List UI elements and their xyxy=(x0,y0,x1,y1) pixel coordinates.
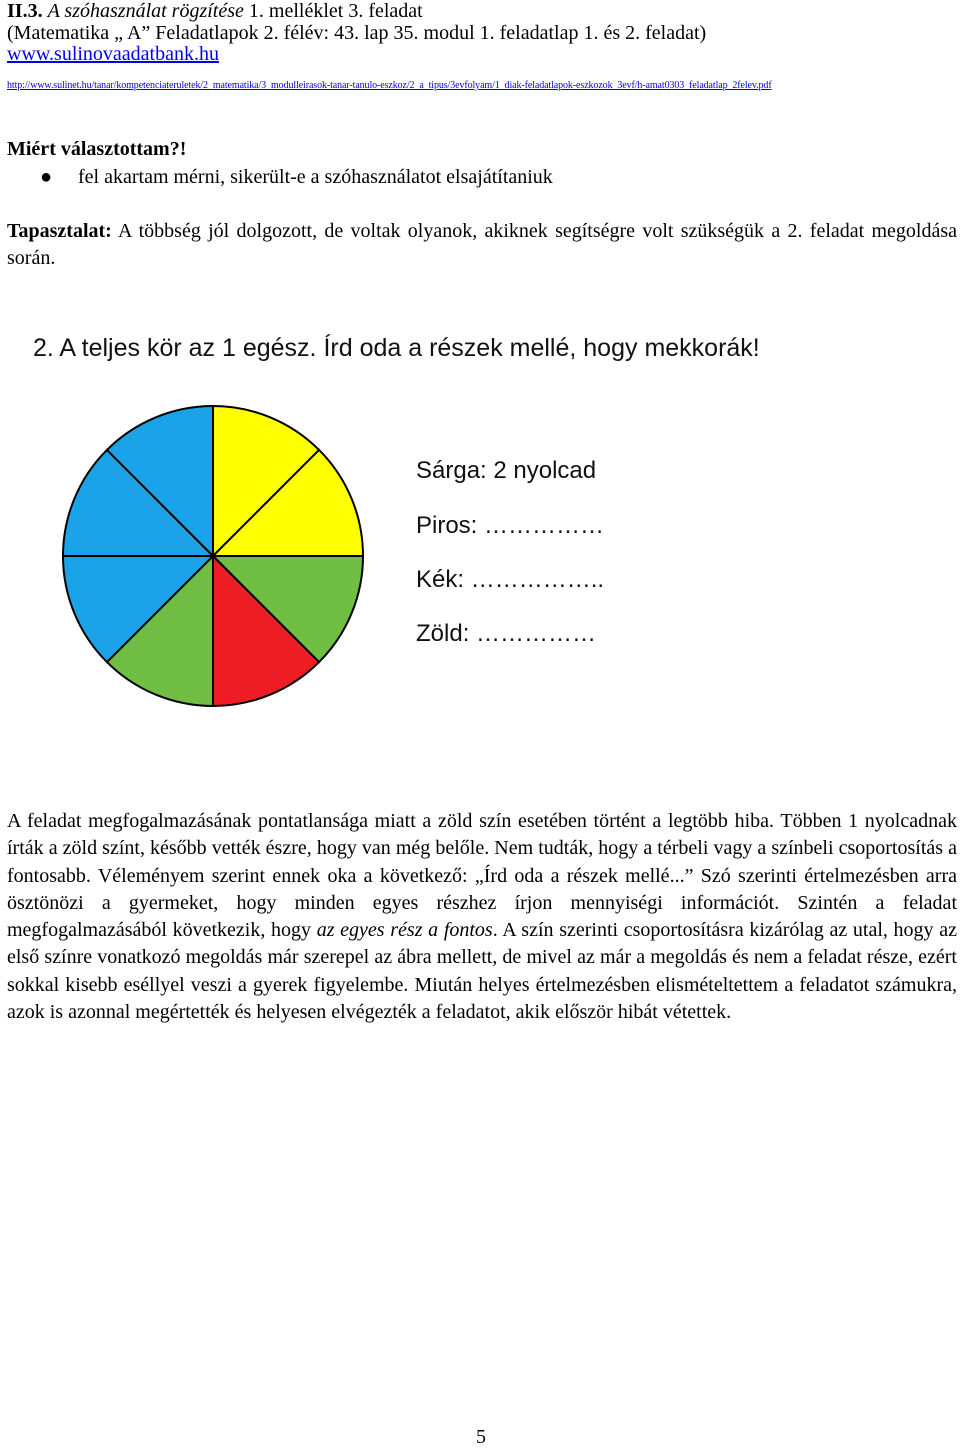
pie-slices xyxy=(63,406,363,706)
legend-yellow: Sárga: 2 nyolcad xyxy=(416,457,597,484)
body-italic: az egyes rész a fontos xyxy=(316,919,493,942)
experience-label: Tapasztalat: xyxy=(7,220,112,242)
sulinova-link[interactable]: www.sulinovaadatbank.hu xyxy=(7,43,219,65)
legend-red: Piros: …………… xyxy=(416,512,605,539)
body-text-2: . A szín szerinti csoportosításra kizárólag az utal, hogy az első színre vonatkozó megoldás már szerepel az ábra mellett, de mivel az már a megoldás és nem a feladat része, ezért sokkal kisebb eséllyel veszi a gyerek figyelembe. Miután helyes értelmezésben elismételtettem a feladatot számukra, azok is azonnal megértették és helyesen elvégezték a feladatot, akik először hibát vétettek. xyxy=(7,919,957,1024)
legend-green: Zöld: …………… xyxy=(416,620,597,647)
bullet-icon: ● xyxy=(40,166,53,188)
section-title: A szóhasználat rögzítése xyxy=(47,0,244,22)
body-paragraph xyxy=(7,808,957,1026)
legend-blue: Kék: …………….. xyxy=(416,566,605,593)
body-text-1: A feladat megfogalmazásának pontatlansága miatt a zöld szín esetében történt a legtöbb hiba. Többen 1 nyolcadnak írták a zöld színt, később vették észre, hogy van még belőle. Nem tudták, hogy a térbeli vagy a színbeli csoportosítás a fontosabb. Véleményem szerint ennek oka a következő: „Írd oda a részek mellé...” Szó szerinti értelmezésben arra ösztönözi a gyermeket, hogy minden egyes részhez írjon mennyiségi információt. Szintén a feladat megfogalmazásából következik, hogy xyxy=(7,810,957,942)
why-heading: Miért választottam?! xyxy=(7,138,187,160)
task-title: 2. A teljes kör az 1 egész. Írd oda a részek mellé, hogy mekkorák! xyxy=(33,334,760,362)
header-line-2: (Matematika „ A” Feladatlapok 2. félév: 43. lap 35. modul 1. feladatlap 1. és 2. feladat) xyxy=(7,22,707,44)
page-number: 5 xyxy=(476,1426,486,1448)
section-number: II.3. xyxy=(7,0,43,22)
why-bullet-text: fel akartam mérni, sikerült-e a szóhasználatot elsajátítaniuk xyxy=(78,166,553,188)
section-title-rest: 1. melléklet 3. feladat xyxy=(243,0,423,22)
sulinet-link[interactable]: http://www.sulinet.hu/tanar/kompetenciateruletek/2_matematika/3_modulleirasok-tanar-tanulo-eszkoz/2_a_tipus/3evfolyam/1_diak-feladatlapok-eszkozok_3evf/h-amat0303_feladatlap_2felev.pdf xyxy=(7,80,772,91)
experience-text: A többség jól dolgozott, de voltak olyanok, akiknek segítségre volt szükségük a 2. feladat megoldása során. xyxy=(7,220,957,269)
